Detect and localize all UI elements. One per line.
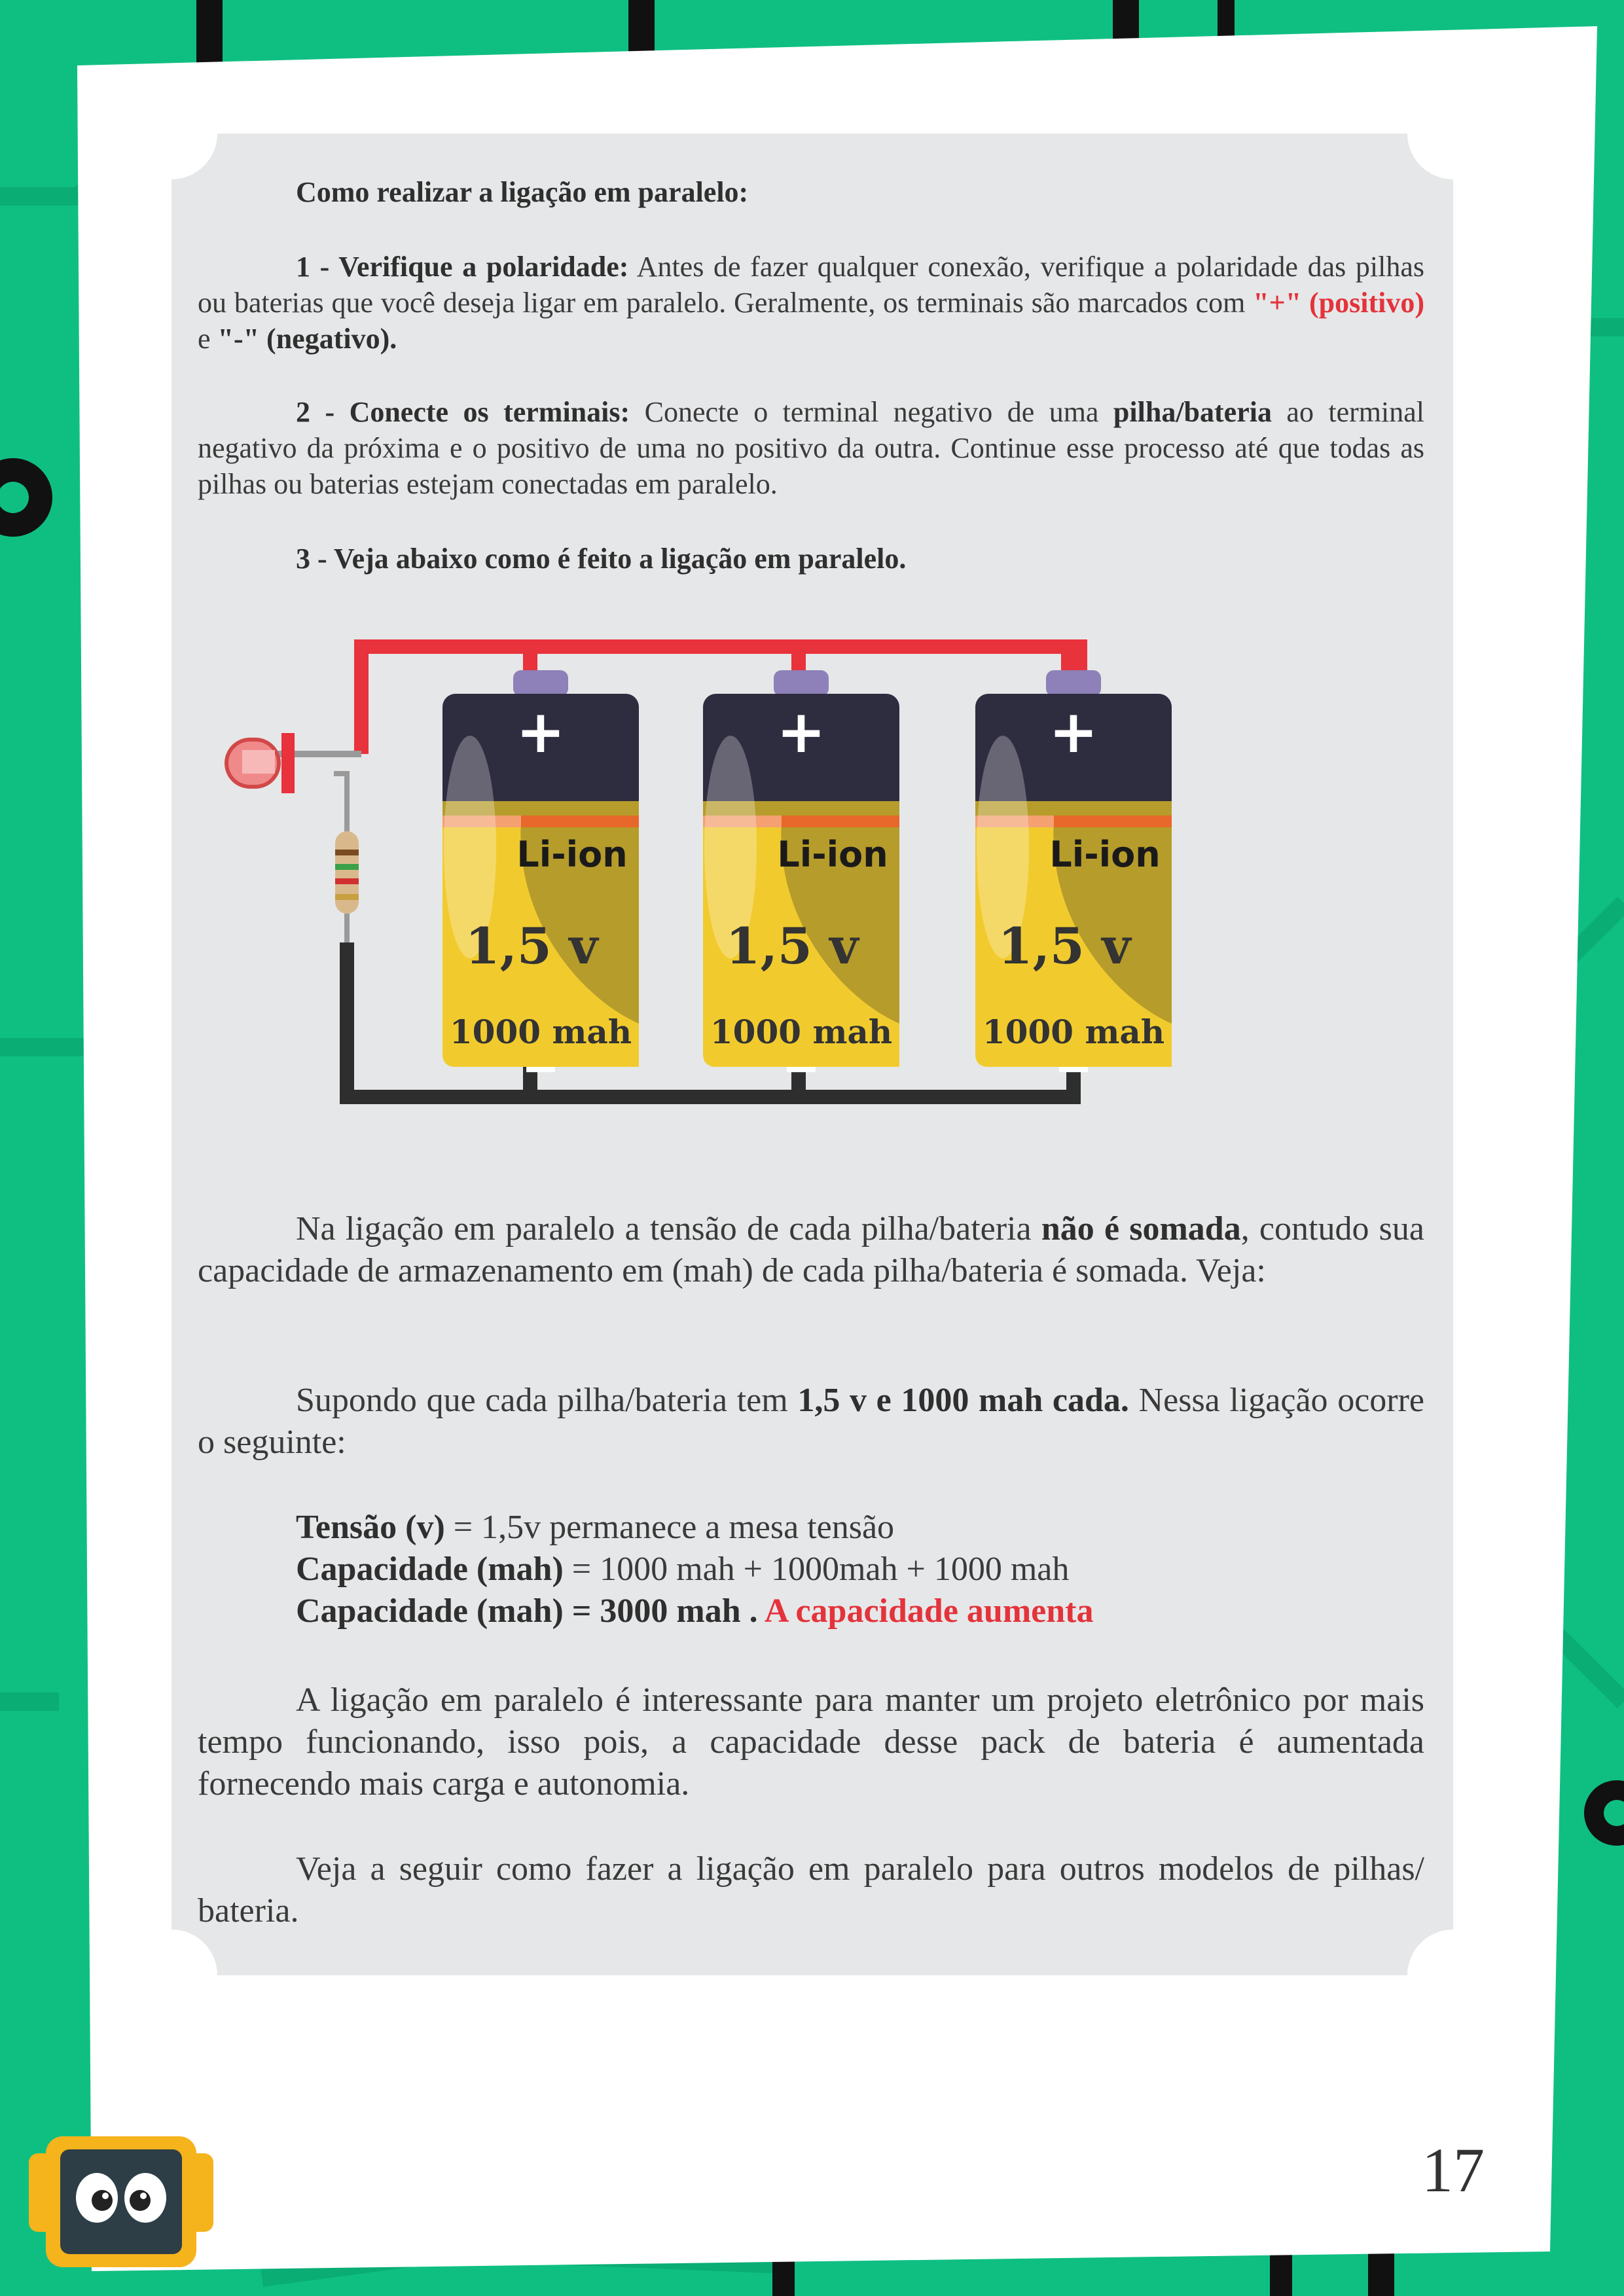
page-number: 17 — [1422, 2135, 1485, 2205]
step-1-label: 1 - Verifique a polaridade: — [296, 251, 629, 283]
battery-voltage-label: 1,5 v — [465, 917, 598, 975]
robot-mascot-icon — [20, 2127, 223, 2271]
step-3-label: 3 - Veja abaixo como é feito a ligação em paralelo. — [296, 543, 907, 575]
calc-line-capacity-sum: Capacidade (mah) = 1000 mah + 1000mah + 1000 mah — [296, 1551, 1070, 1588]
battery-2 — [703, 670, 899, 1095]
resistor-icon — [335, 818, 359, 942]
battery-capacity-label: 1000 mah — [982, 1013, 1165, 1051]
battery-voltage-label: 1,5 v — [998, 917, 1131, 975]
battery-chem-label: Li-ion — [516, 834, 628, 875]
step-3-paragraph — [198, 541, 1424, 577]
battery-minus-label: − — [1054, 1041, 1093, 1095]
battery-minus-label: − — [521, 1041, 560, 1095]
calc-line-capacity-total: Capacidade (mah) = 3000 mah . A capacidade aumenta — [296, 1592, 1094, 1630]
battery-capacity-label: 1000 mah — [710, 1013, 893, 1051]
battery-3 — [975, 670, 1172, 1095]
parallel-circuit-diagram — [216, 628, 1185, 1126]
led-icon — [226, 733, 361, 825]
battery-1 — [442, 670, 639, 1095]
battery-capacity-label: 1000 mah — [449, 1013, 632, 1051]
paragraph-next: Veja a seguir como fazer a ligação em paralelo para outros modelos de pilhas/ bateria. — [198, 1850, 1424, 1929]
battery-plus-label: + — [516, 698, 566, 766]
calc-line-voltage: Tensão (v) = 1,5v permanece a mesa tensão — [296, 1509, 895, 1546]
step-1-paragraph: 1 - Verifique a polaridade: Antes de fazer qualquer conexão, verifique a polaridade das pilhas ou baterias que você deseja ligar em paralelo. Geralmente, os terminais são marcados com "+" (positivo) e "-" (negativo). — [198, 251, 1424, 355]
step-2-label: 2 - Conecte os terminais: — [296, 396, 630, 428]
battery-minus-label: − — [782, 1041, 821, 1095]
battery-chem-label: Li-ion — [777, 834, 888, 875]
step-2-paragraph: 2 - Conecte os terminais: Conecte o terminal negativo de uma pilha/bateria ao terminal negativo da próxima e o positivo de uma no positivo da outra. Continue esse processo até que todas as pilhas ou baterias estejam conectadas em paralelo. — [198, 396, 1425, 500]
section-heading: Como realizar a ligação em paralelo: — [296, 176, 749, 208]
paragraph-assumption: Supondo que cada pilha/bateria tem 1,5 v e 1000 mah cada. Nessa ligação ocorre o seguinte: — [198, 1382, 1424, 1461]
positive-label: "+" (positivo) — [1253, 287, 1424, 319]
calculation-block — [296, 1507, 1424, 1632]
battery-voltage-label: 1,5 v — [725, 917, 859, 975]
negative-label: "-" (negativo). — [217, 323, 397, 355]
battery-plus-label: + — [1049, 698, 1098, 766]
paragraph-parallel-voltage: Na ligação em paralelo a tensão de cada pilha/bateria não é somada, contudo sua capacidade de armazenamento em (mah) de cada pilha/bateria é somada. Veja: — [198, 1210, 1424, 1289]
paragraph-benefit: A ligação em paralelo é interessante para manter um projeto eletrônico por mais tempo funcionando, isso pois, a capacidade desse pack de bateria é aumentada fornecendo mais carga e autonomia. — [198, 1681, 1424, 1803]
battery-chem-label: Li-ion — [1049, 834, 1161, 875]
battery-plus-label: + — [776, 698, 826, 766]
